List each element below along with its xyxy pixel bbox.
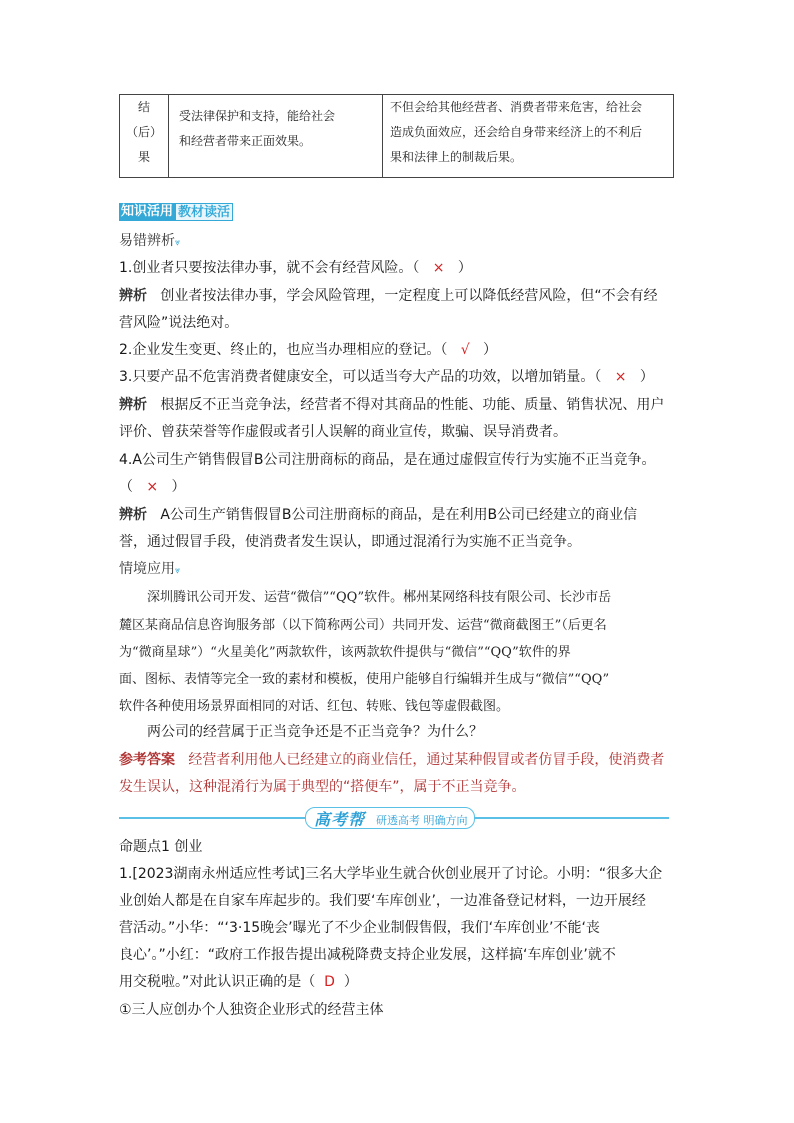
gaokao-banner xyxy=(119,806,669,828)
chevron-down-icon: ⩔ xyxy=(175,566,181,576)
analysis-label: 辨析 xyxy=(119,288,147,304)
section-title-text: 易错辨析 xyxy=(119,233,175,249)
section-title-scenario xyxy=(119,558,180,578)
analysis-label: 辨析 xyxy=(119,397,147,413)
bracket-close: ） xyxy=(343,974,358,990)
scenario-text-line: 麓区某商品信息咨询服务部（以下简称两公司）共同开发、运营“微商截图王”（后更名 xyxy=(119,618,607,633)
exam-question-text: 用交税啦。”对此认识正确的是（ xyxy=(119,974,316,990)
analysis-text: 创业者按法律办事，学会风险管理，一定程度上可以降低经营风险，但“不会有经 xyxy=(160,288,658,304)
analysis-continuation: 营风险”说法绝对。 xyxy=(119,315,239,331)
cross-mark: × xyxy=(146,479,159,495)
question-text: 1.创业者只要按法律办事，就不会有经营风险。（ xyxy=(119,260,420,276)
illegal-consequence-cell xyxy=(383,95,674,178)
question-item xyxy=(119,366,654,386)
section-title-errors xyxy=(119,230,180,250)
analysis-continuation: 誉，通过假冒手段，使消费者发生误认，即通过混淆行为实施不正当竞争。 xyxy=(119,534,581,550)
bracket-close: ） xyxy=(639,369,654,385)
exam-option: ①三人应创办个人独资企业形式的经营主体 xyxy=(119,1002,384,1018)
answer-label: 参考答案 xyxy=(119,752,175,768)
scenario-text-line: 为“微商星球”）“火星美化”两款软件，该两款软件提供与“微信”“QQ”软件的界 xyxy=(119,645,571,660)
banner-title: 高考帮 xyxy=(314,810,366,829)
exam-question-line xyxy=(119,971,358,991)
analysis-text: A公司生产销售假冒B公司注册商标的商品，是在利用B公司已经建立的商业信 xyxy=(160,507,638,523)
scenario-text-line: 软件各种使用场景界面相同的对话、红包、转账、钱包等虚假截图。 xyxy=(119,699,510,714)
section-title-text: 情境应用 xyxy=(119,561,175,577)
exam-question-line: 业创始人都是在自家车库起步的。我们要‘车库创业’，一边准备登记材料，一边开展经 xyxy=(119,893,646,909)
analysis-label: 辨析 xyxy=(119,507,147,523)
row-header-line: （后） xyxy=(125,125,162,139)
analysis-text: 根据反不正当竞争法，经营者不得对其商品的性能、功能、质量、销售状况、用户 xyxy=(160,397,665,413)
scenario-text-line: 面、图标、表情等完全一致的素材和模板，使用户能够自行编辑并生成与“微信”“QQ” xyxy=(119,672,610,687)
question-item xyxy=(119,339,497,359)
exam-question-line: 良心’。”小红：“政府工作报告提出减税降费支持企业发展，这样搞‘车库创业’就不 xyxy=(119,947,616,963)
question-item: 4.A公司生产销售假冒B公司注册商标的商品，是在通过虚假宣传行为实施不正当竞争。 xyxy=(119,452,656,468)
analysis-item xyxy=(119,504,637,524)
comparison-table xyxy=(119,94,674,178)
exam-question-line: 1.[2023湖南永州适应性考试]三名大学毕业生就合伙创业展开了讨论。小明：“很多大企 xyxy=(119,866,663,882)
proposition-point: 命题点1 创业 xyxy=(119,839,203,855)
bracket-open: （ xyxy=(119,479,133,495)
cross-mark: × xyxy=(614,369,627,385)
question-text: 2.企业发生变更、终止的，也应当办理相应的登记。（ xyxy=(119,342,448,358)
bracket-close: ） xyxy=(483,342,497,358)
question-item xyxy=(119,257,472,277)
answer-text: 经营者利用他人已经建立的商业信任，通过某种假冒或者仿冒手段，使消费者 xyxy=(188,752,665,768)
banner-rule-left xyxy=(119,817,305,819)
cell-line: 造成负面效应，还会给自身带来经济上的不利后 xyxy=(390,125,643,139)
exam-answer: D xyxy=(324,974,335,990)
bracket-close: ） xyxy=(171,479,186,495)
banner-pill xyxy=(305,807,475,829)
cell-line: 和经营者带来正面效果。 xyxy=(179,134,312,148)
scenario-text-line: 深圳腾讯公司开发、运营“微信”“QQ”软件。郴州某网络科技有限公司、长沙市岳 xyxy=(147,590,612,605)
row-header-line: 结 xyxy=(137,100,150,114)
exam-question-line: 营活动。”小华：“‘3·15晚会’曝光了不少企业制假售假，我们‘车库创业’不能‘丧 xyxy=(119,920,600,936)
tag-textbook-read: 教材读活 xyxy=(175,203,233,221)
row-header-cell xyxy=(120,95,169,178)
tag-knowledge-use: 知识活用 xyxy=(121,204,174,219)
answer-continuation: 发生误认，这种混淆行为属于典型的“搭便车”，属于不正当竞争。 xyxy=(119,779,526,795)
cross-mark: × xyxy=(432,260,445,276)
cell-line: 受法律保护和支持，能给社会 xyxy=(179,109,336,123)
reference-answer xyxy=(119,749,664,769)
question-text: 3.只要产品不危害消费者健康安全，可以适当夸大产品的功效，以增加销量。（ xyxy=(119,369,602,385)
banner-slogan: 研透高考 明确方向 xyxy=(376,814,468,827)
banner-rule-right xyxy=(473,817,669,819)
section-tags xyxy=(119,203,233,221)
legal-consequence-cell xyxy=(169,95,383,178)
analysis-continuation: 评价、曾获荣誉等作虚假或者引人误解的商业宣传，欺骗、误导消费者。 xyxy=(119,424,567,440)
analysis-item xyxy=(119,285,658,305)
check-mark: √ xyxy=(460,342,470,358)
cell-line: 不但会给其他经营者、消费者带来危害，给社会 xyxy=(390,100,643,114)
analysis-item xyxy=(119,394,664,414)
scenario-question: 两公司的经营属于正当竞争还是不正当竞争？为什么？ xyxy=(147,724,483,740)
row-header-line: 果 xyxy=(137,150,150,164)
question-answer-line xyxy=(119,476,185,496)
cell-line: 果和法律上的制裁后果。 xyxy=(390,150,523,164)
chevron-down-icon: ⩔ xyxy=(175,238,181,248)
bracket-close: ） xyxy=(457,260,472,276)
